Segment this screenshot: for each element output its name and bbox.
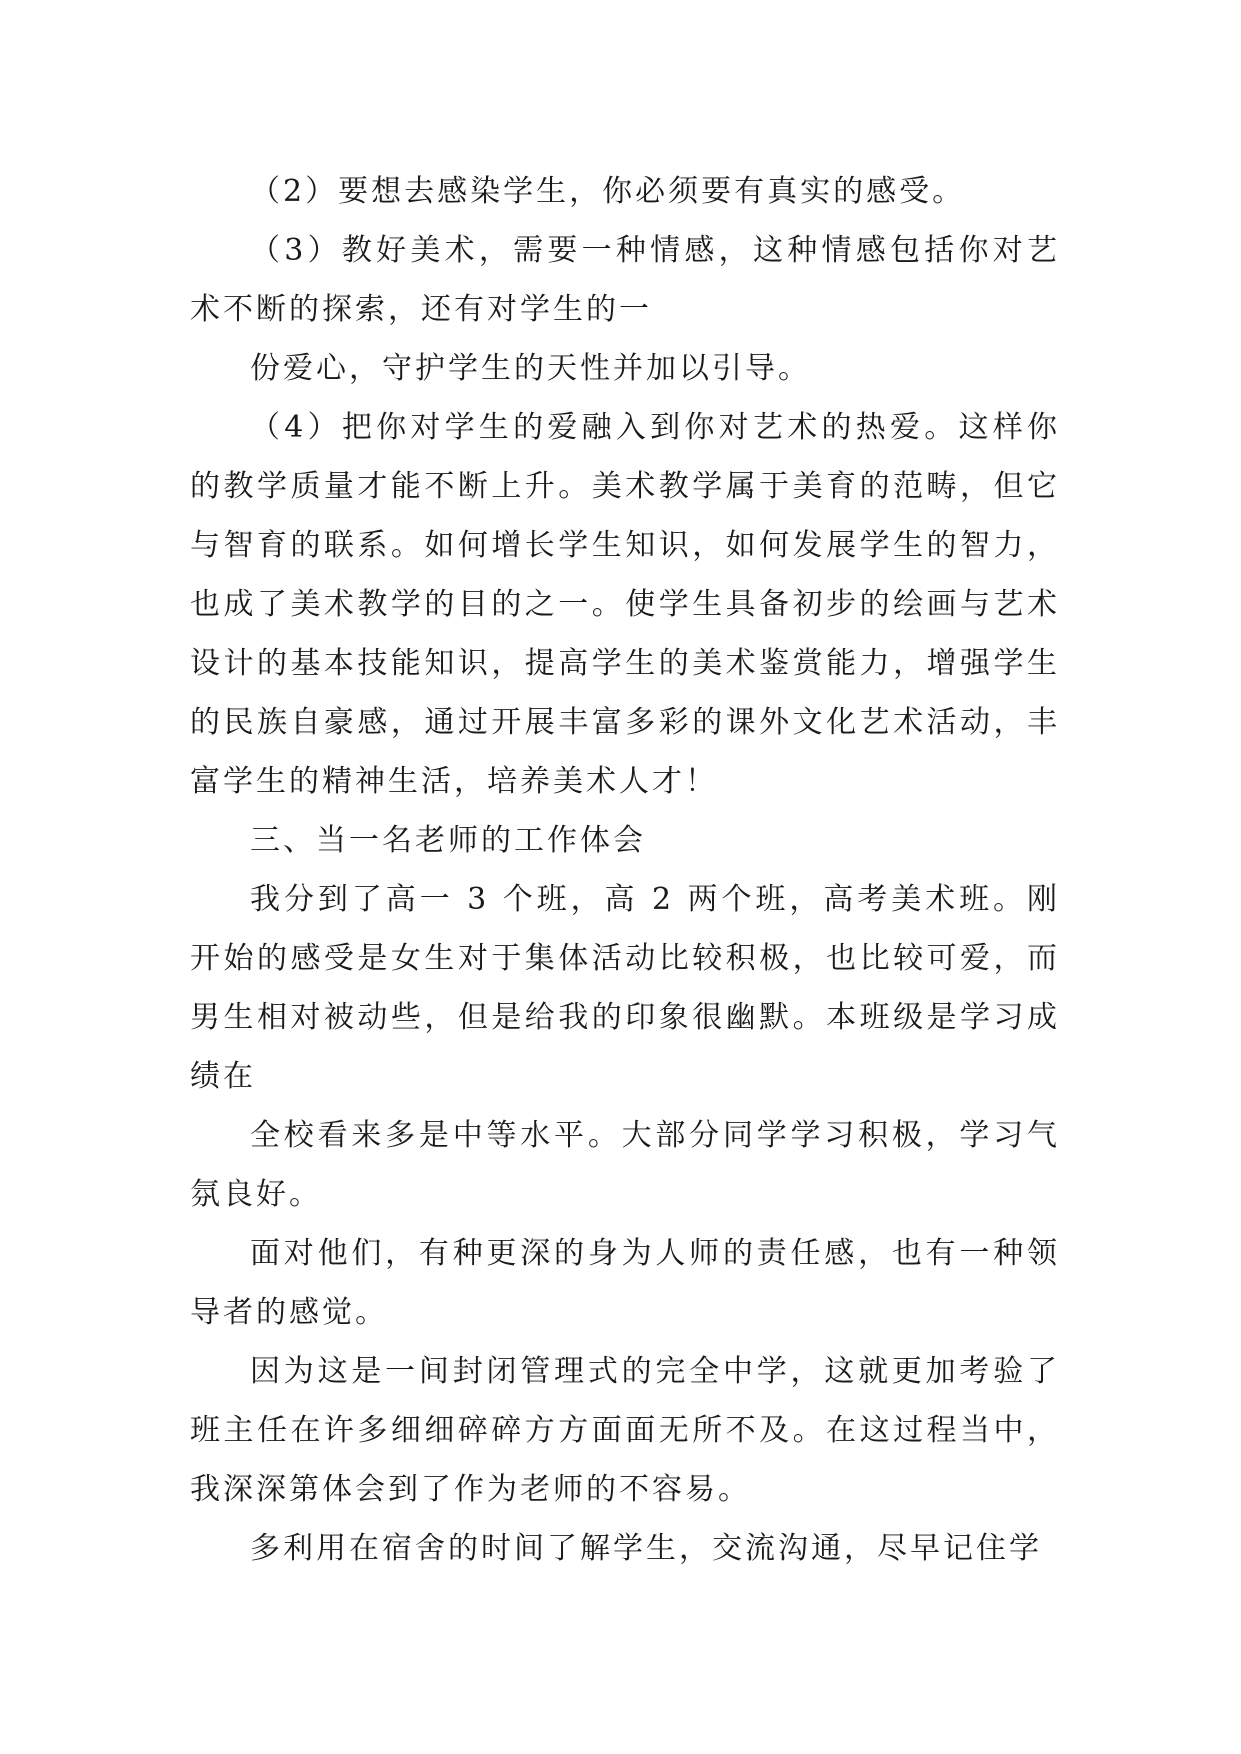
- section-heading: 三、当一名老师的工作体会: [250, 823, 646, 858]
- paragraph: 份爱心，守护学生的天性并加以引导。: [250, 351, 811, 386]
- paragraph: （4）把你对学生的爱融入到你对艺术的热爱。这样你的教学质量才能不断上升。美术教学属于美育的范畴，但它与智育的联系。如何增长学生知识，如何发展学生的智力，也成了美术教学的目的之一。使学生具备初步的绘画与艺术设计的基本技能知识，提高学生的美术鉴赏能力，增强学生的民族自豪感，通过开展丰富多彩的课外文化艺术活动，丰富学生的精神生活，培养美术人才！: [190, 410, 1060, 799]
- paragraph: 全校看来多是中等水平。大部分同学学习积极，学习气氛良好。: [190, 1118, 1060, 1212]
- paragraph: （3）教好美术，需要一种情感，这种情感包括你对艺术不断的探索，还有对学生的一: [190, 233, 1060, 327]
- paragraph: 面对他们，有种更深的身为人师的责任感，也有一种领导者的感觉。: [190, 1236, 1060, 1330]
- paragraph: 我分到了高一 3 个班，高 2 两个班，高考美术班。刚开始的感受是女生对于集体活动比较积极，也比较可爱，而男生相对被动些，但是给我的印象很幽默。本班级是学习成绩在: [190, 882, 1060, 1094]
- document-body: [190, 162, 1060, 1578]
- paragraph: （2）要想去感染学生，你必须要有真实的感受。: [250, 174, 966, 209]
- paragraph: 多利用在宿舍的时间了解学生，交流沟通，尽早记住学: [250, 1531, 1042, 1566]
- paragraph: 因为这是一间封闭管理式的完全中学，这就更加考验了班主任在许多细细碎碎方方面面无所不及。在这过程当中，我深深第体会到了作为老师的不容易。: [190, 1354, 1060, 1507]
